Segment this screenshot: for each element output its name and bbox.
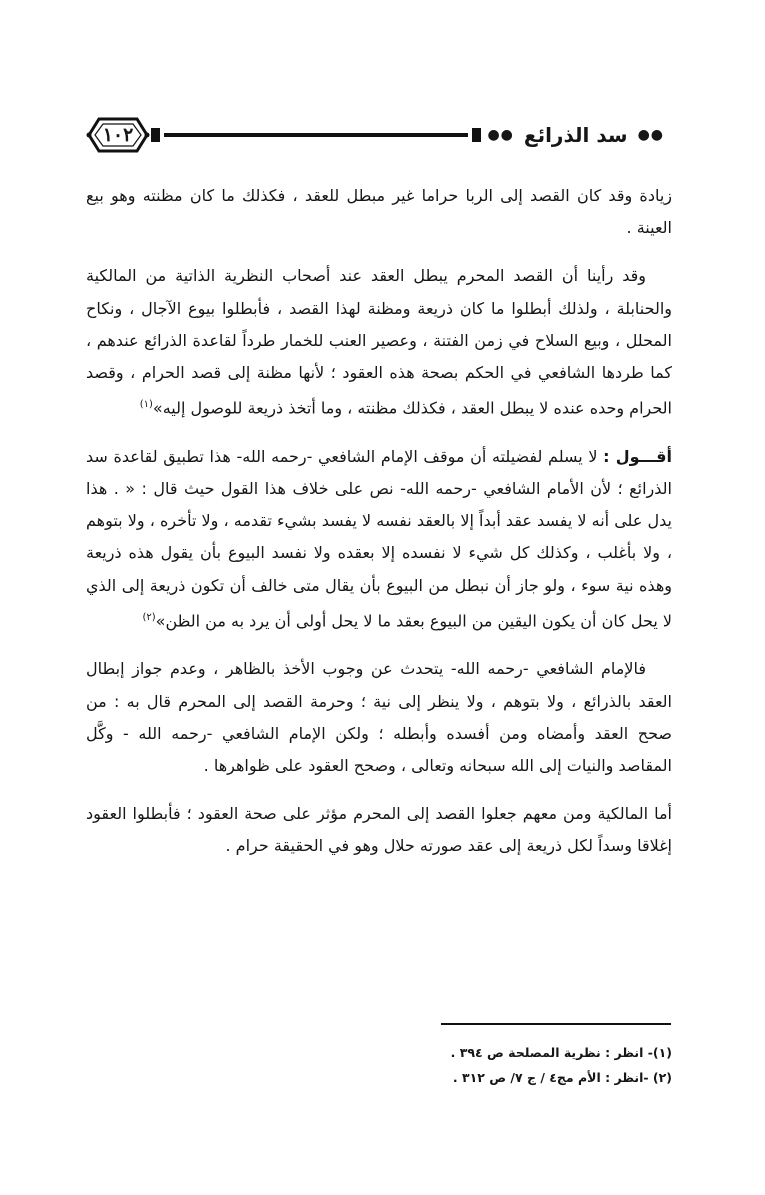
running-title: سد الذرائع <box>523 123 628 147</box>
header-rule <box>164 133 468 137</box>
paragraph: أقـــول : لا يسلم لفضيلته أن موقف الإمام الشافعي -رحمه الله- هذا تطبيق لقاعدة سد الذرائع ؛ لأن الأمام الشافعي -رحمه الله- نص على خلاف هذا القول حيث قال : « . هذا يدل على أنه لا يفسد عقد أبداً إلا بالعقد نفسه لا يفسد بشيء تقدمه ، ولا تأخره ، ولا بتوهم ، ولا بأغلب ، وكذلك كل شيء لا نفسده إلا بعقده ولا نفسد البيوع بأن يقول هذه ذريعة وهذه نية سوء ، ولو جاز أن نبطل من البيوع بأن يقال متى خالف أن تكون ذريعة إلى الذي لا يحل كان أن يكون اليقين من البيوع بعقد ما لا يحل أولى أن يرد به من الظن»$^{(٢)}$ <box>86 446 672 631</box>
rule-end-box <box>472 128 481 142</box>
page-header <box>85 112 670 158</box>
paragraph: فالإمام الشافعي -رحمه الله- يتحدث عن وجوب الأخذ بالظاهر ، وعدم جواز إبطال العقد بالذرائع ، ولا بتوهم ، ولا ينظر إلى نية ؛ وحرمة القصد إلى المحرم قال به : من صحح العقد وأمضاه ومن أفسده وأبطله ؛ ولكن الإمام الشافعي -رحمه الله - وكَّل المقاصد والنيات إلى الله سبحانه وتعالى ، وصحح العقود على ظواهرها . <box>86 659 672 775</box>
lead-word: أقـــول : <box>603 446 672 466</box>
main-text <box>86 180 672 879</box>
paragraph: زيادة وقد كان القصد إلى الربا حراما غير مبطل للعقد ، فكذلك ما كان مظنته وهو بيع العينة . <box>86 186 672 238</box>
footnote-separator <box>441 1023 671 1025</box>
footnotes <box>300 1040 672 1090</box>
page-number-badge <box>85 115 151 155</box>
paragraph: وقد رأينا أن القصد المحرم يبطل العقد عند أصحاب النظرية الذاتية من المالكية والحنابلة ، ولذلك أبطلوا ما كان ذريعة ومظنة لهذا القصد ، فأبطلوا بيوع الآجال ، ونكاح المحلل ، وبيع السلاح في زمن الفتنة ، وعصير العنب للخمار طرداً لقاعدة الذرائع عندهم ، كما طردها الشافعي في الحكم بصحة هذه العقود ؛ لأنها مظنة إلى قصد الحرام ، وقصد الحرام وحده عنده لا يبطل العقد ، فكذلك مظنته ، وما أتخذ ذريعة للوصول إليه»$^{(١)}$ <box>86 266 672 418</box>
footnote: (١)- انظر : نظرية المصلحة ص ٣٩٤ . <box>450 1045 672 1060</box>
dots-ornament: ●● <box>637 127 664 143</box>
dots-ornament: ●● <box>487 127 514 143</box>
footnote: (٢) -انظر : الأم مج٤ / ج ٧/ ص ٣١٢ . <box>452 1070 672 1085</box>
page-number: ١٠٢ <box>102 124 134 146</box>
footnote-ref: (٢) <box>142 611 156 623</box>
paragraph: أما المالكية ومن معهم جعلوا القصد إلى المحرم مؤثر على صحة العقود ؛ فأبطلوا العقود إغلاقا وسداً لكل ذريعة إلى عقد صورته حلال وهو في الحقيقة حرام . <box>86 804 672 856</box>
rule-end-box <box>151 128 160 142</box>
footnote-ref: (١) <box>139 399 153 411</box>
